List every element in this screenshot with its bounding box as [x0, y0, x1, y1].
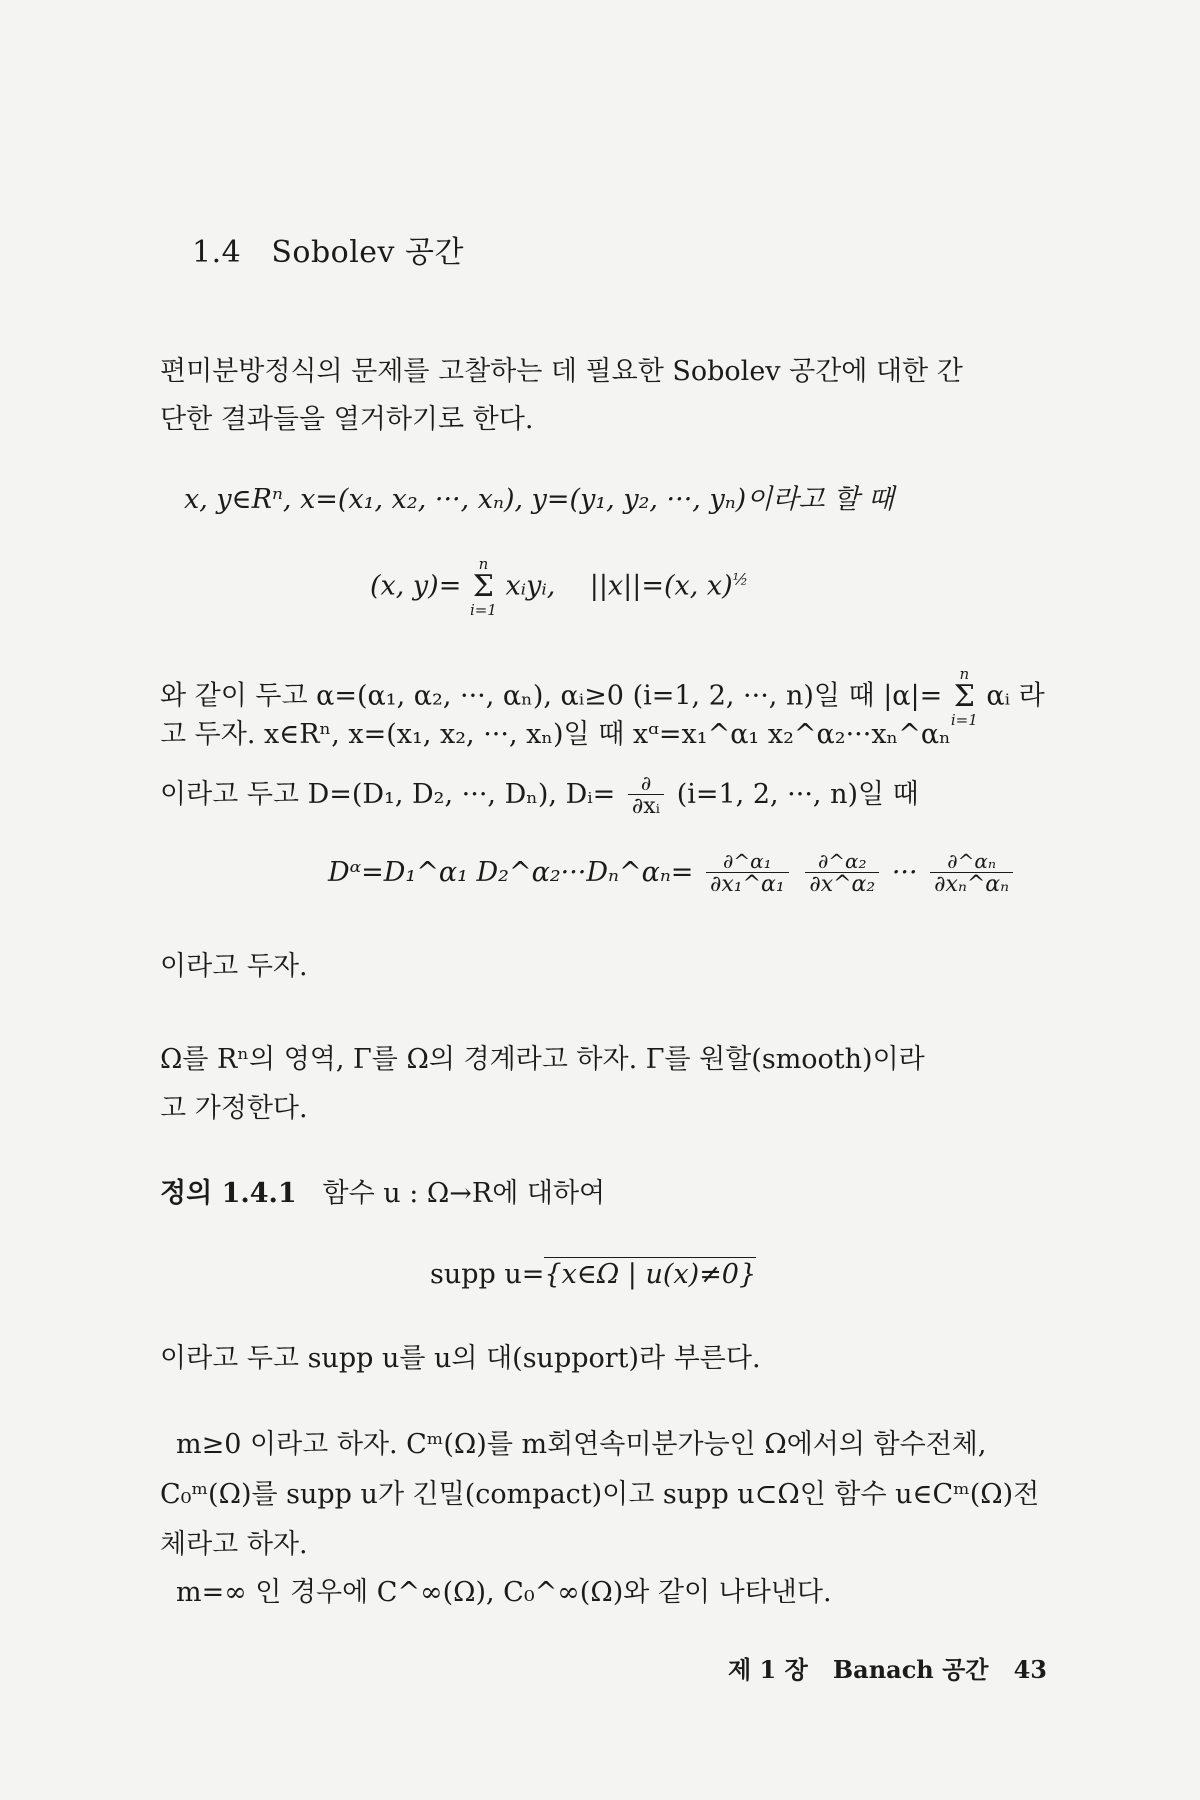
let-line: 이라고 두자. — [160, 951, 308, 982]
derivative-fraction-1: $\frac{\text{∂\textasciicircum{}α₁}}{\text{∂x₁\textasciicircum{}α₁}}$ — [706, 850, 789, 897]
spaces-line-3: 체라고 하자. — [160, 1529, 308, 1560]
norm-definition: ||x||=(x, x) — [589, 570, 733, 602]
sum-lower-limit: i=1 — [469, 601, 497, 619]
spaces-line-2: C₀ᵐ(Ω)를 supp u가 긴밀(compact)이고 supp u⊂Ω인 함수 u∈Cᵐ(Ω)전 — [160, 1479, 1040, 1510]
supp-formula — [430, 1258, 756, 1292]
derivative-formula: Dᵅ=D₁^α₁ D₂^α₂···Dₙ^αₙ= $\frac{\text{∂\textasciicircum{}α₁}}{\text{∂x₁\textasciicircum{}α₁}}$ $\frac{\text{∂\textasciicircum{}α₂}}{\text{∂x\textasciicircum{}α₂}}$ ··· $\frac{\text{∂\textasciicircum{}αₙ}}{\text{∂xₙ\textasciicircum{}αₙ}}$ — [328, 850, 1017, 897]
definition-line — [160, 1177, 605, 1211]
page-footer — [728, 1650, 1047, 1685]
vectors-line: x, y∈Rⁿ, x=(x₁, x₂, ···, xₙ), y=(y₁, y₂, ···, yₙ)이라고 할 때 — [184, 484, 894, 515]
multiindex-line-2: 고 두자. x∈Rⁿ, x=(x₁, x₂, ···, xₙ)일 때 xᵅ=x₁^α₁ x₂^α₂···xₙ^αₙ — [160, 719, 951, 750]
omega-line-2: 고 가정한다. — [160, 1093, 308, 1124]
footer-title: Banach 공간 — [832, 1655, 989, 1684]
definition-text: 함수 u : Ω→R에 대하여 — [322, 1178, 606, 1209]
section-title: Sobolev 공간 — [271, 235, 464, 270]
footer-chapter: 제 1 장 — [728, 1655, 808, 1684]
summation-sign: n Σ i=1 — [469, 555, 497, 619]
spaces-line-1: m≥0 이라고 하자. Cᵐ(Ω)를 m회연속미분가능인 Ω에서의 함수전체, — [176, 1429, 987, 1460]
page-number: 43 — [1013, 1655, 1047, 1684]
inner-product-formula — [370, 556, 748, 618]
sum-upper-limit: n — [478, 555, 489, 573]
omega-line-1: Ω를 Rⁿ의 영역, Γ를 Ω의 경계라고 하자. Γ를 원할(smooth)이라 — [160, 1044, 925, 1075]
supp-lhs: supp u= — [430, 1259, 545, 1290]
section-number: 1.4 — [192, 235, 242, 270]
derivative-fraction-2: $\frac{\text{∂\textasciicircum{}α₂}}{\text{∂x\textasciicircum{}α₂}}$ — [805, 850, 879, 897]
spaces-line-4: m=∞ 인 경우에 C^∞(Ω), C₀^∞(Ω)와 같이 나타낸다. — [176, 1577, 832, 1608]
inner-product-lhs: (x, y)= — [370, 570, 462, 602]
derivative-lhs: Dᵅ=D₁^α₁ D₂^α₂···Dₙ^αₙ= — [328, 857, 694, 888]
intro-line-2: 단한 결과들을 열거하기로 한다. — [160, 404, 534, 435]
section-heading — [192, 236, 464, 270]
inner-product-term: xᵢyᵢ, — [505, 570, 556, 602]
support-line: 이라고 두고 supp u를 u의 대(support)라 부른다. — [160, 1343, 761, 1374]
summation-sign-2: n Σ i=1 — [950, 665, 978, 729]
multiindex-line-1: 와 같이 두고 α=(α₁, α₂, ···, αₙ), αᵢ≥0 (i=1, 2, ···, n)일 때 |α|= n Σ i=1 αᵢ 라 — [160, 665, 1045, 729]
norm-exponent: ½ — [732, 569, 749, 589]
derivative-fraction-3: $\frac{\text{∂\textasciicircum{}αₙ}}{\text{∂xₙ\textasciicircum{}αₙ}}$ — [930, 850, 1013, 897]
multiindex-line-3: 이라고 두고 D=(D₁, D₂, ···, Dₙ), Dᵢ= $\frac{\partial}{\text{∂xᵢ}}$ (i=1, 2, ···, n)일 때 — [160, 771, 919, 819]
supp-set: {x∈Ω | u(x)≠0} — [544, 1259, 757, 1290]
definition-label: 정의 1.4.1 — [160, 1178, 297, 1209]
partial-fraction: $\frac{\partial}{\text{∂xᵢ}}$ — [628, 772, 664, 819]
intro-line-1: 편미분방정식의 문제를 고찰하는 데 필요한 Sobolev 공간에 대한 간 — [160, 356, 963, 387]
